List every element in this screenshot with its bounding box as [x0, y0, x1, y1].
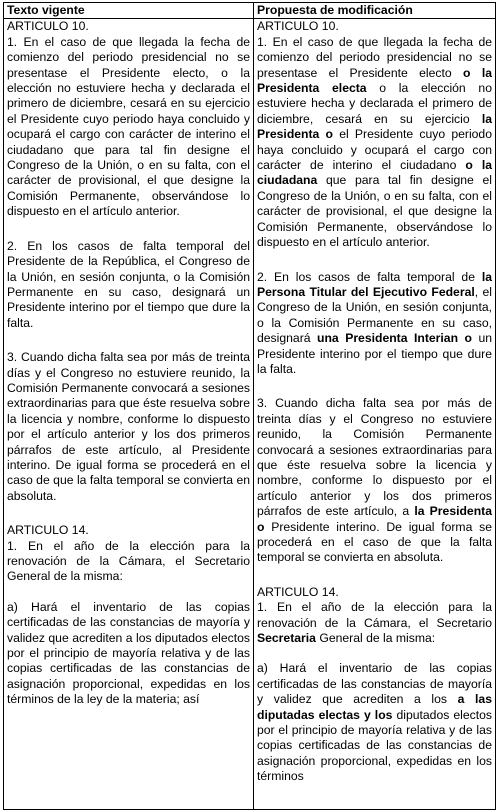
article-14-heading: ARTICULO 14. [257, 584, 339, 599]
header-current-text: Texto vigente [4, 3, 254, 19]
article-10-paragraph-1: 1. En el caso de que llegada la fecha de comienzo del periodo presidencial no se presentase el Presidente electo, o la elección no estuviere hecha y declarada el primero de diciembre, cesará en su ejercicio el Presidente cuyo periodo haya concluido y ocupará el cargo con carácter de interino el ciudadano que para tal fin designe el Congreso de la Unión, o en su falta, con el carácter de provisional, el que designe la Comisión Permanente, observándose lo dispuesto en el artículo anterior. [7, 34, 250, 219]
article-10-paragraph-2: 2. En los casos de falta temporal de la Persona Titular del Ejecutivo Federal, el Congreso de la Unión, en sesión conjunta, o la Comisión Permanente en su caso, designará una Presidenta Interian o un Presidente interino por el tiempo que dure la falta. [257, 269, 492, 376]
article-10-paragraph-2: 2. En los casos de falta temporal del Presidente de la República, el Congreso de la Unión, en sesión conjunta, o la Comisión Permanente en su caso, designará un Presidente interino por el tiempo que dure la falta. [7, 238, 250, 330]
article-10-heading: ARTICULO 10. [257, 19, 339, 34]
article-14-item-a: a) Hará el inventario de las copias certificadas de las constancias de mayoría y validez que acrediten a los a las diputadas electas y los diputados electos por el principio de mayoría relativa y de las copias certificadas de las constancias de asignación proporcional, expedidas en los términos [257, 661, 492, 784]
article-10-heading: ARTICULO 10. [7, 19, 89, 34]
comparison-table [3, 2, 496, 810]
article-14-paragraph-1: 1. En el año de la elección para la renovación de la Cámara, el Secretario General de la misma: [7, 538, 250, 584]
article-14-heading: ARTICULO 14. [7, 523, 89, 538]
table-header-row [4, 3, 496, 19]
article-10-paragraph-3: 3. Cuando dicha falta sea por más de treinta días y el Congreso no estuviere reunido, la Comisión Permanente convocará a sesiones extraordinarias para que éste resuelva sobre la licencia y nombre, conforme lo dispuesto por el artículo anterior y los dos primeros párrafos de este artículo, al Presidente interino. De igual forma se procederá en el caso de que la falta temporal se convierta en absoluta. [7, 350, 250, 503]
article-14-item-a: a) Hará el inventario de las copias certificadas de las constancias de mayoría y validez que acrediten a los diputados electos por el principio de mayoría relativa y de las copias certificadas de las constancias de asignación proporcional, expedidas en los términos de la ley de la materia; así [7, 599, 250, 707]
article-10-paragraph-1: 1. En el caso de que llegada la fecha de comienzo del periodo presidencial no se presentase el Presidente electo o la Presidenta electa o la elección no estuviere hecha y declarada el primero de diciembre, cesará en su ejercicio la Presidenta o el Presidente cuyo periodo haya concluido y ocupará el cargo con carácter de interino el ciudadano o la ciudadana que para tal fin designe el Congreso de la Unión, o en su falta, con el carácter de provisional, el que designe la Comisión Permanente, observándose lo dispuesto en el artículo anterior. [257, 34, 493, 250]
article-14-paragraph-1: 1. En el año de la elección para la renovación de la Cámara, el Secretario Secretaria General de la misma: [257, 600, 492, 646]
current-text-cell [4, 19, 254, 810]
article-10-paragraph-3: 3. Cuando dicha falta sea por más de treinta días y el Congreso no estuviere reunido, la Comisión Permanente convocará a sesiones extraordinarias para que éste resuelva sobre la licencia y nombre, conforme lo dispuesto por el artículo anterior y los dos primeros párrafos de este artículo, a la Presidenta o Presidente interino. De igual forma se procederá en el caso de que la falta temporal se convierta en absoluta. [257, 396, 492, 565]
proposed-text-cell [254, 19, 496, 810]
table-row [4, 19, 496, 810]
header-proposed-text: Propuesta de modificación [254, 3, 496, 19]
